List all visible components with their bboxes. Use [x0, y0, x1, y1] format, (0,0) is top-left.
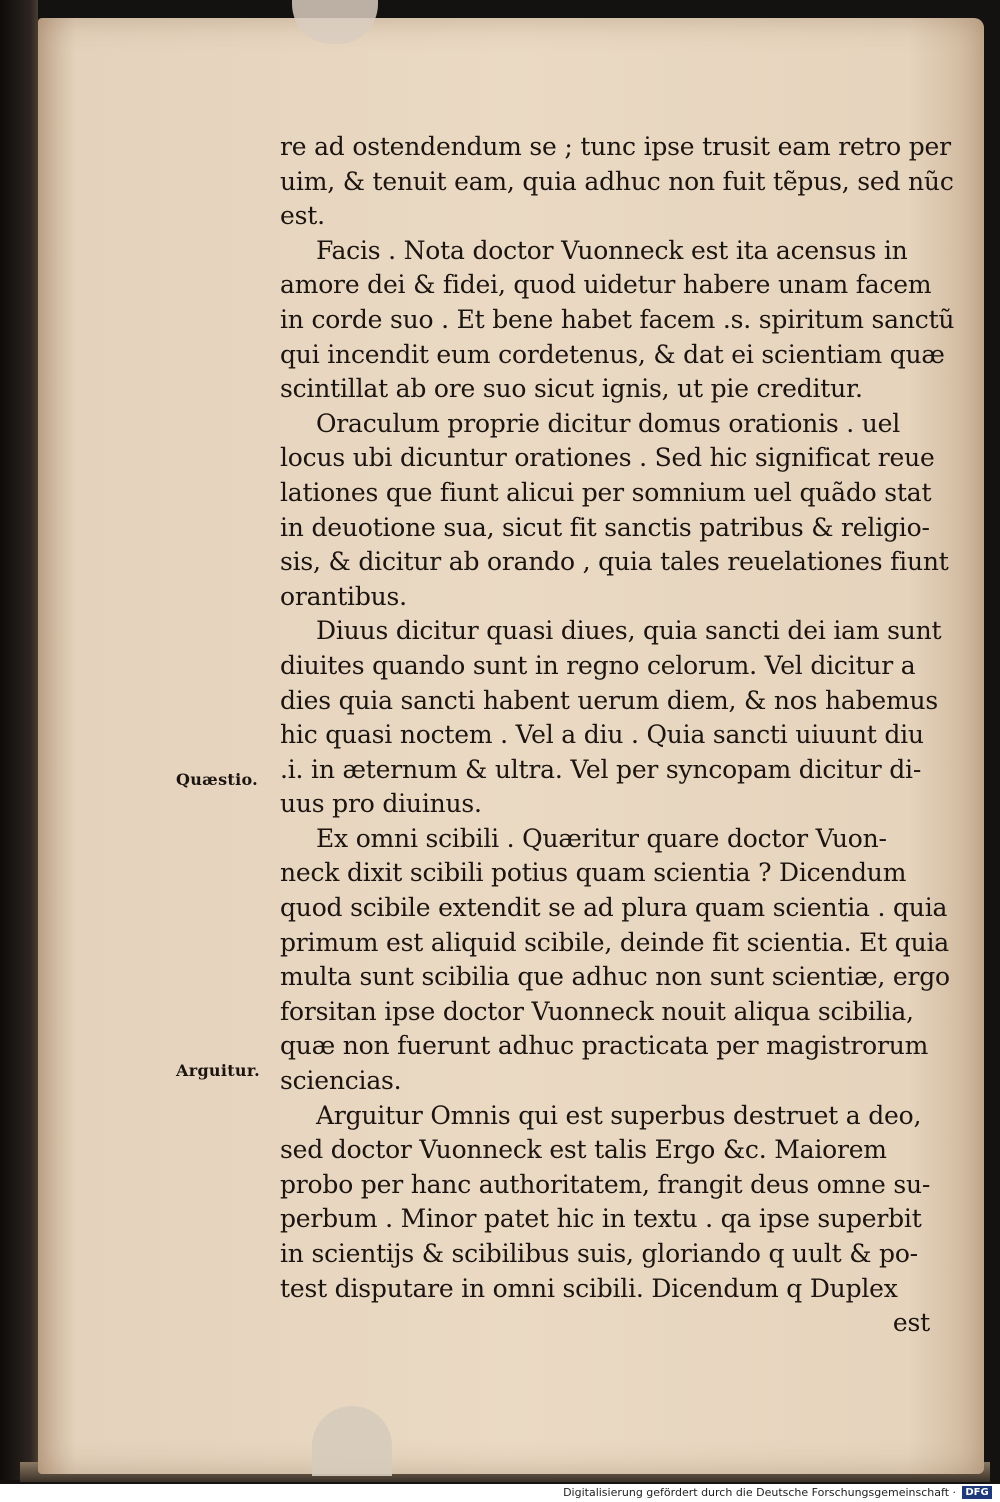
text-line: scintillat ab ore suo sicut ignis, ut pie creditur. — [280, 374, 863, 404]
footer-credit: Digitalisierung gefördert durch die Deutsche Forschungsgemeinschaft · — [563, 1486, 956, 1499]
margin-note-arguitur: Arguitur. — [176, 1061, 260, 1080]
text-line: orantibus. — [280, 581, 407, 611]
text-line: quæ non fuerunt adhuc practicata per magistrorum — [280, 1031, 929, 1061]
text-line: sciencias. — [280, 1066, 402, 1096]
text-line: uim, & tenuit eam, quia adhuc non fuit tẽpus, sed nũc — [280, 166, 954, 196]
text-line: forsitan ipse doctor Vuonneck nouit aliqua scibilia, — [280, 996, 914, 1026]
text-line: Arguitur Omnis qui est superbus destruet a deo, — [316, 1100, 922, 1130]
text-line: re ad ostendendum se ; tunc ipse trusit eam retro per — [280, 132, 951, 161]
text-line: test disputare in omni scibili. Dicendum q Duplex — [280, 1273, 898, 1303]
page-body — [280, 130, 955, 1341]
catchword: est — [892, 1308, 930, 1338]
dfg-logo: DFG — [962, 1486, 992, 1499]
text-line: probo per hanc authoritatem, frangit deus omne su- — [280, 1169, 931, 1199]
text-line: in corde suo . Et bene habet facem .s. spiritum sanctũ — [280, 304, 955, 334]
text-line: neck dixit scibili potius quam scientia ? Dicendum — [280, 858, 907, 888]
text-line: uus pro diuinus. — [280, 789, 482, 819]
text-line: est. — [280, 201, 325, 231]
text-line: multa sunt scibilia que adhuc non sunt scientiæ, ergo — [280, 962, 950, 992]
text-line: diuites quando sunt in regno celorum. Vel dicitur a — [280, 650, 916, 680]
text-line: lationes que fiunt alicui per somnium uel quãdo stat — [280, 477, 932, 507]
text-line: hic quasi noctem . Vel a diu . Quia sancti uiuunt diu — [280, 720, 924, 750]
text-line: Facis . Nota doctor Vuonneck est ita acensus in — [316, 235, 908, 265]
text-line: sis, & dicitur ab orando , quia tales reuelationes fiunt — [280, 547, 949, 577]
text-line: Ex omni scibili . Quæritur quare doctor Vuon- — [316, 823, 887, 853]
book-gutter — [0, 0, 38, 1480]
text-line: dies quia sancti habent uerum diem, & nos habemus — [280, 685, 939, 715]
page-clip-bottom — [312, 1406, 392, 1476]
text-line: in deuotione sua, sicut fit sanctis patribus & religio- — [280, 512, 930, 542]
margin-note-questio: Quæstio. — [176, 770, 259, 789]
text-line: locus ubi dicuntur orationes . Sed hic significat reue — [280, 443, 935, 473]
text-line: amore dei & fidei, quod uidetur habere unam facem — [280, 270, 932, 300]
text-line: .i. in æternum & ultra. Vel per syncopam dicitur di- — [280, 754, 922, 784]
text-line: qui incendit eum cordetenus, & dat ei scientiam quæ — [280, 339, 945, 369]
text-line: quod scibile extendit se ad plura quam scientia . quia — [280, 893, 948, 923]
text-line: Diuus dicitur quasi diues, quia sancti dei iam sunt — [316, 616, 942, 646]
text-line: primum est aliquid scibile, deinde fit scientia. Et quia — [280, 927, 949, 957]
text-line: sed doctor Vuonneck est talis Ergo &c. Maiorem — [280, 1135, 887, 1165]
text-line: perbum . Minor patet hic in textu . qa ipse superbit — [280, 1204, 922, 1234]
text-line: Oraculum proprie dicitur domus orationis . uel — [316, 408, 901, 438]
text-line: in scientijs & scibilibus suis, gloriando q uult & po- — [280, 1239, 918, 1268]
